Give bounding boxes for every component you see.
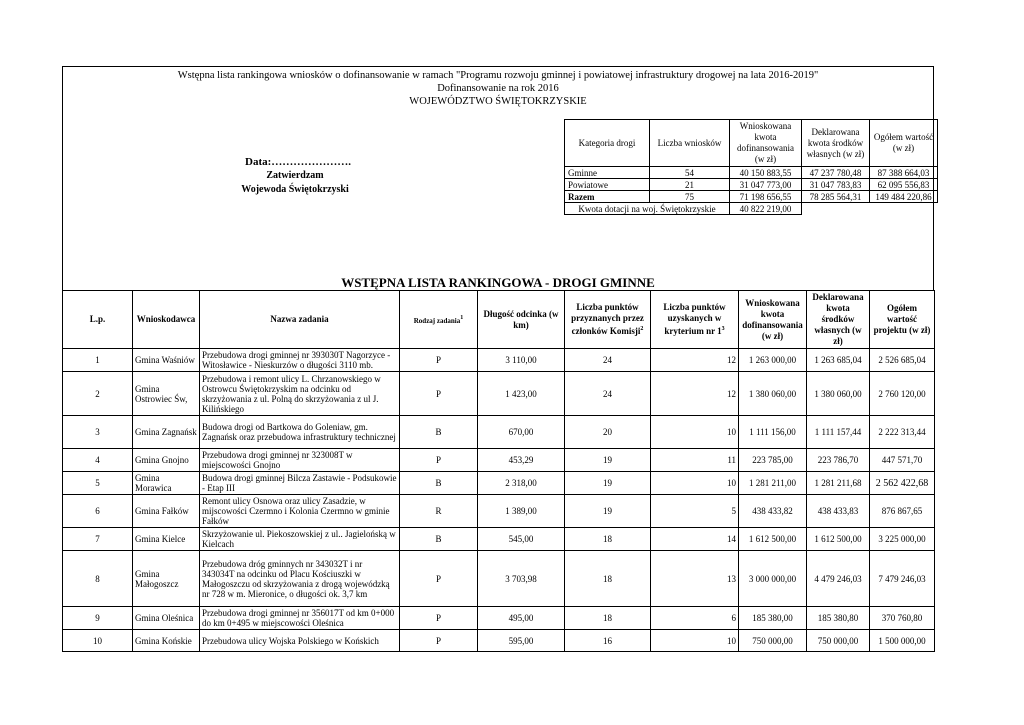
row-points-members: 19 [565,495,651,528]
summary-header-requested: Wnioskowana kwota dofinansowania (w zł) [730,120,802,167]
row-points-members: 19 [565,472,651,495]
row-task: Przebudowa drogi gminnej nr 323008T w miejscowości Gnojno [200,449,400,472]
summary-category: Gminne [565,167,650,179]
row-applicant: Gmina Gnojno [133,449,200,472]
row-points-members: 18 [565,551,651,607]
row-total: 2 562 422,68 [870,472,935,495]
summary-header-total: Ogółem wartość (w zł) [870,120,938,167]
row-total: 7 479 246,03 [870,551,935,607]
row-lp: 4 [63,449,133,472]
row-total: 876 867,65 [870,495,935,528]
row-points-criterion: 10 [651,472,739,495]
row-points-criterion: 6 [651,607,739,630]
row-own: 185 380,80 [807,607,870,630]
row-points-members: 18 [565,607,651,630]
row-applicant: Gmina Ostrowiec Św, [133,372,200,416]
row-length: 595,00 [478,630,565,652]
row-own: 438 433,83 [807,495,870,528]
row-total: 1 500 000,00 [870,630,935,652]
table-header-row [63,291,935,349]
ranking-table [62,290,935,652]
section-title: WSTĘPNA LISTA RANKINGOWA - DROGI GMINNE [341,275,655,290]
row-lp: 10 [63,630,133,652]
summary-total: 62 095 556,83 [870,179,938,191]
row-points-members: 18 [565,528,651,551]
col-requested: Wnioskowana kwota dofinansowania (w zł) [739,291,807,349]
subsidy-value: 40 822 219,00 [730,203,802,215]
row-length: 545,00 [478,528,565,551]
summary-total: 149 484 220,86 [870,191,938,203]
summary-total: 87 388 664,03 [870,167,938,179]
col-own: Deklarowana kwota środków własnych (w zł) [807,291,870,349]
col-points-members-sup: 2 [640,326,644,332]
row-length: 2 318,00 [478,472,565,495]
row-own: 4 479 246,03 [807,551,870,607]
row-length: 670,00 [478,416,565,449]
row-task: Budowa drogi od Bartkowa do Goleniaw, gm. Zagnańsk oraz przebudowa infrastruktury technicznej [200,416,400,449]
row-points-members: 16 [565,630,651,652]
header-title: Wstępna lista rankingowa wniosków o dofinansowanie w ramach "Programu rozwoju gminnej i powiatowej infrastruktury drogowej na lata 2016-2019" [177,70,819,81]
row-applicant: Gmina Małogoszcz [133,551,200,607]
row-type: P [400,607,478,630]
row-requested: 1 263 000,00 [739,349,807,372]
summary-requested: 31 047 773,00 [730,179,802,191]
row-total: 2 760 120,00 [870,372,935,416]
row-task: Remont ulicy Osnowa oraz ulicy Zasadzie, w mijscowości Czermno i Kolonia Czermno w gminie Fałków [200,495,400,528]
row-type: B [400,416,478,449]
row-total: 3 225 000,00 [870,528,935,551]
table-row [63,372,935,416]
row-length: 453,29 [478,449,565,472]
row-points-members: 20 [565,416,651,449]
summary-requested: 40 150 883,55 [730,167,802,179]
row-points-members: 19 [565,449,651,472]
row-length: 3 703,98 [478,551,565,607]
approval-line-2: Wojewoda Świętokrzyski [241,184,349,195]
row-total: 2 526 685,04 [870,349,935,372]
row-applicant: Gmina Fałków [133,495,200,528]
row-points-criterion: 5 [651,495,739,528]
col-points-members-label: Liczba punktów przyznanych przez członków Komisji [571,302,644,336]
row-own: 750 000,00 [807,630,870,652]
table-row [63,630,935,652]
col-length: Długość odcinka (w km) [478,291,565,349]
col-points-criterion-label: Liczba punktów uzyskanych w kryterium nr 1 [663,302,726,336]
date-label: Data:…………………. [245,156,352,168]
table-row [63,472,935,495]
row-type: P [400,449,478,472]
row-applicant: Gmina Morawica [133,472,200,495]
row-own: 1 263 685,04 [807,349,870,372]
row-points-members: 24 [565,372,651,416]
row-points-criterion: 10 [651,630,739,652]
col-lp: L.p. [63,291,133,349]
table-row [63,551,935,607]
row-requested: 1 111 156,00 [739,416,807,449]
row-length: 1 389,00 [478,495,565,528]
row-task: Skrzyżowanie ul. Piekoszowskiej z ul.. Jagielońską w Kielcach [200,528,400,551]
row-length: 495,00 [478,607,565,630]
row-total: 2 222 313,44 [870,416,935,449]
table-body [63,349,935,652]
row-requested: 3 000 000,00 [739,551,807,607]
row-own: 1 612 500,00 [807,528,870,551]
summary-own: 47 237 780,48 [802,167,870,179]
row-lp: 3 [63,416,133,449]
row-points-members: 24 [565,349,651,372]
row-total: 370 760,80 [870,607,935,630]
row-type: B [400,472,478,495]
row-type: B [400,528,478,551]
row-points-criterion: 12 [651,372,739,416]
summary-row [565,179,938,191]
table-row [63,607,935,630]
summary-count: 21 [650,179,730,191]
summary-requested: 71 198 656,55 [730,191,802,203]
row-own: 1 380 060,00 [807,372,870,416]
row-applicant: Gmina Kielce [133,528,200,551]
summary-header-own: Deklarowana kwota środków własnych (w zł) [802,120,870,167]
row-applicant: Gmina Zagnańsk [133,416,200,449]
row-task: Przebudowa drogi gminnej nr 356017T od km 0+000 do km 0+495 w miejscowości Oleśnica [200,607,400,630]
col-task: Nazwa zadania [200,291,400,349]
row-requested: 1 281 211,00 [739,472,807,495]
summary-category: Razem [565,191,650,203]
col-points-criterion [651,291,739,349]
row-requested: 1 612 500,00 [739,528,807,551]
col-type [400,291,478,349]
row-requested: 185 380,00 [739,607,807,630]
row-applicant: Gmina Końskie [133,630,200,652]
summary-row-total [565,191,938,203]
row-type: P [400,372,478,416]
row-lp: 6 [63,495,133,528]
summary-count: 54 [650,167,730,179]
row-points-criterion: 12 [651,349,739,372]
approval-line-1: Zatwierdzam [266,170,324,181]
header-region: WOJEWÓDZTWO ŚWIĘTOKRZYSKIE [409,96,587,107]
summary-table [564,119,938,215]
table-row [63,528,935,551]
row-lp: 1 [63,349,133,372]
row-type: P [400,349,478,372]
row-lp: 9 [63,607,133,630]
row-requested: 223 785,00 [739,449,807,472]
row-applicant: Gmina Waśniów [133,349,200,372]
row-own: 223 786,70 [807,449,870,472]
row-total: 447 571,70 [870,449,935,472]
row-type: P [400,630,478,652]
row-own: 1 281 211,68 [807,472,870,495]
row-points-criterion: 11 [651,449,739,472]
row-task: Przebudowa drogi gminnej nr 393030T Nagorzyce - Witosławice - Nieskurzów o długości 3110 mb. [200,349,400,372]
table-row [63,349,935,372]
row-task: Przebudowa i remont ulicy L. Chrzanowskiego w Ostrowcu Świętokrzyskim na odcinku od skrzyżowania z ul. Polną do skrzyżowania z ul J. Kilińskiego [200,372,400,416]
table-row [63,416,935,449]
summary-header-count: Liczba wniosków [650,120,730,167]
summary-row [565,167,938,179]
row-type: P [400,551,478,607]
row-length: 3 110,00 [478,349,565,372]
header-subtitle: Dofinansowanie na rok 2016 [437,83,559,94]
summary-category: Powiatowe [565,179,650,191]
col-type-label: Rodzaj zadania [413,316,461,325]
summary-own: 78 285 564,31 [802,191,870,203]
row-lp: 5 [63,472,133,495]
row-requested: 750 000,00 [739,630,807,652]
col-points-criterion-sup: 3 [721,326,725,332]
table-row [63,495,935,528]
row-points-criterion: 10 [651,416,739,449]
row-requested: 1 380 060,00 [739,372,807,416]
col-total: Ogółem wartość projektu (w zł) [870,291,935,349]
row-task: Budowa drogi gminnej Bilcza Zastawie - Podsukowie - Etap III [200,472,400,495]
row-task: Przebudowa ulicy Wojska Polskiego w Końskich [200,630,400,652]
col-type-sup: 1 [460,314,464,321]
row-applicant: Gmina Oleśnica [133,607,200,630]
row-lp: 2 [63,372,133,416]
summary-header-category: Kategoria drogi [565,120,650,167]
col-applicant: Wnioskodawca [133,291,200,349]
row-lp: 7 [63,528,133,551]
row-task: Przebudowa dróg gminnych nr 343032T i nr 343034T na odcinku od Placu Kościuszki w Małogoszczu od skrzyżowania z drogą wojewódzką nr 728 w m. Mieronice, o długości ok. 3,7 km [200,551,400,607]
row-length: 1 423,00 [478,372,565,416]
col-points-members [565,291,651,349]
row-own: 1 111 157,44 [807,416,870,449]
subsidy-label: Kwota dotacji na woj. Świętokrzyskie [565,203,730,215]
row-points-criterion: 14 [651,528,739,551]
summary-subsidy-row [565,203,938,215]
summary-count: 75 [650,191,730,203]
summary-own: 31 047 783,83 [802,179,870,191]
row-type: R [400,495,478,528]
row-requested: 438 433,82 [739,495,807,528]
row-lp: 8 [63,551,133,607]
table-row [63,449,935,472]
row-points-criterion: 13 [651,551,739,607]
